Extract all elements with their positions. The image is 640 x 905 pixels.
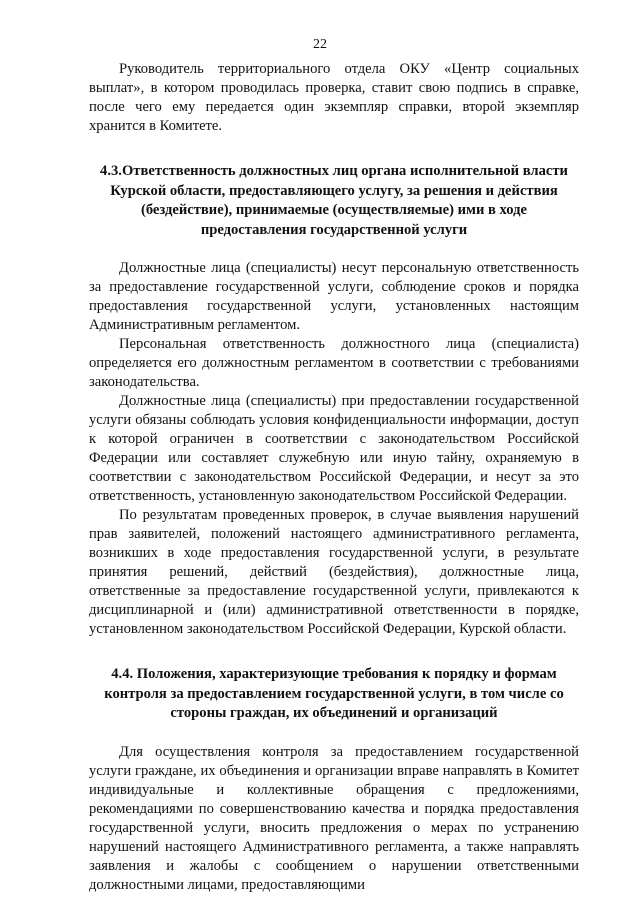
section-4-3-paragraph-3: Должностные лица (специалисты) при предоставлении государственной услуги обязаны соблюдать условия конфиденциальности информации, доступ к которой ограничен в соответствии с законодательством Российской Федерации или составляет служебную или иную тайну, охраняемую в соответствии с законодательством Российской Федерации, и несут за это ответственность, установленную законодательством Российской Федерации. [89, 393, 579, 504]
section-4-3-paragraph-4: По результатам проведенных проверок, в случае выявления нарушений прав заявителей, положений настоящего административного регламента, возникших в ходе предоставления государственной услуги, в результате принятия решений, действий (бездействия), должностные лица, ответственные за предоставление государственной услуги, привлекаются к дисциплинарной и (или) административной ответственности в порядке, установленном законодательством Российской Федерации, Курской области. [89, 507, 579, 637]
section-4-3-paragraph-2: Персональная ответственность должностного лица (специалиста) определяется его должностным регламентом в соответствии с требованиями законодательства. [89, 336, 579, 390]
intro-paragraph: Руководитель территориального отдела ОКУ «Центр социальных выплат», в котором проводилась проверка, ставит свою подпись в справке, после чего ему передается один экземпляр справки, второй экземпляр хранится в Комитете. [89, 61, 579, 134]
section-4-3-heading: 4.3.Ответственность должностных лиц органа исполнительной власти Курской области, предоставляющего услугу, за решения и действия (бездействие), принимаемые (осуществляемые) ими в ходе предоставления государственной услуги [100, 163, 568, 238]
section-4-4-paragraph-1: Для осуществления контроля за предоставлением государственной услуги граждане, их объединения и организации вправе направлять в Комитет индивидуальные и коллективные обращения с предложениями, рекомендациями по совершенствованию качества и порядка предоставления государственной услуги, вносить предложения о мерах по устранению нарушений настоящего Административного регламента, а также направлять заявления и жалобы с сообщением о нарушении ответственными должностными лицами, предоставляющими [89, 743, 579, 893]
page-content [89, 60, 579, 895]
page-number: 22 [313, 37, 327, 52]
section-4-3-paragraph-1: Должностные лица (специалисты) несут персональную ответственность за предоставление государственной услуги, соблюдение сроков и порядка предоставления государственной услуги, установленных настоящим Административным регламентом. [89, 260, 579, 333]
section-4-4-heading: 4.4. Положения, характеризующие требования к порядку и формам контроля за предоставлением государственной услуги, в том числе со стороны граждан, их объединений и организаций [104, 666, 564, 721]
